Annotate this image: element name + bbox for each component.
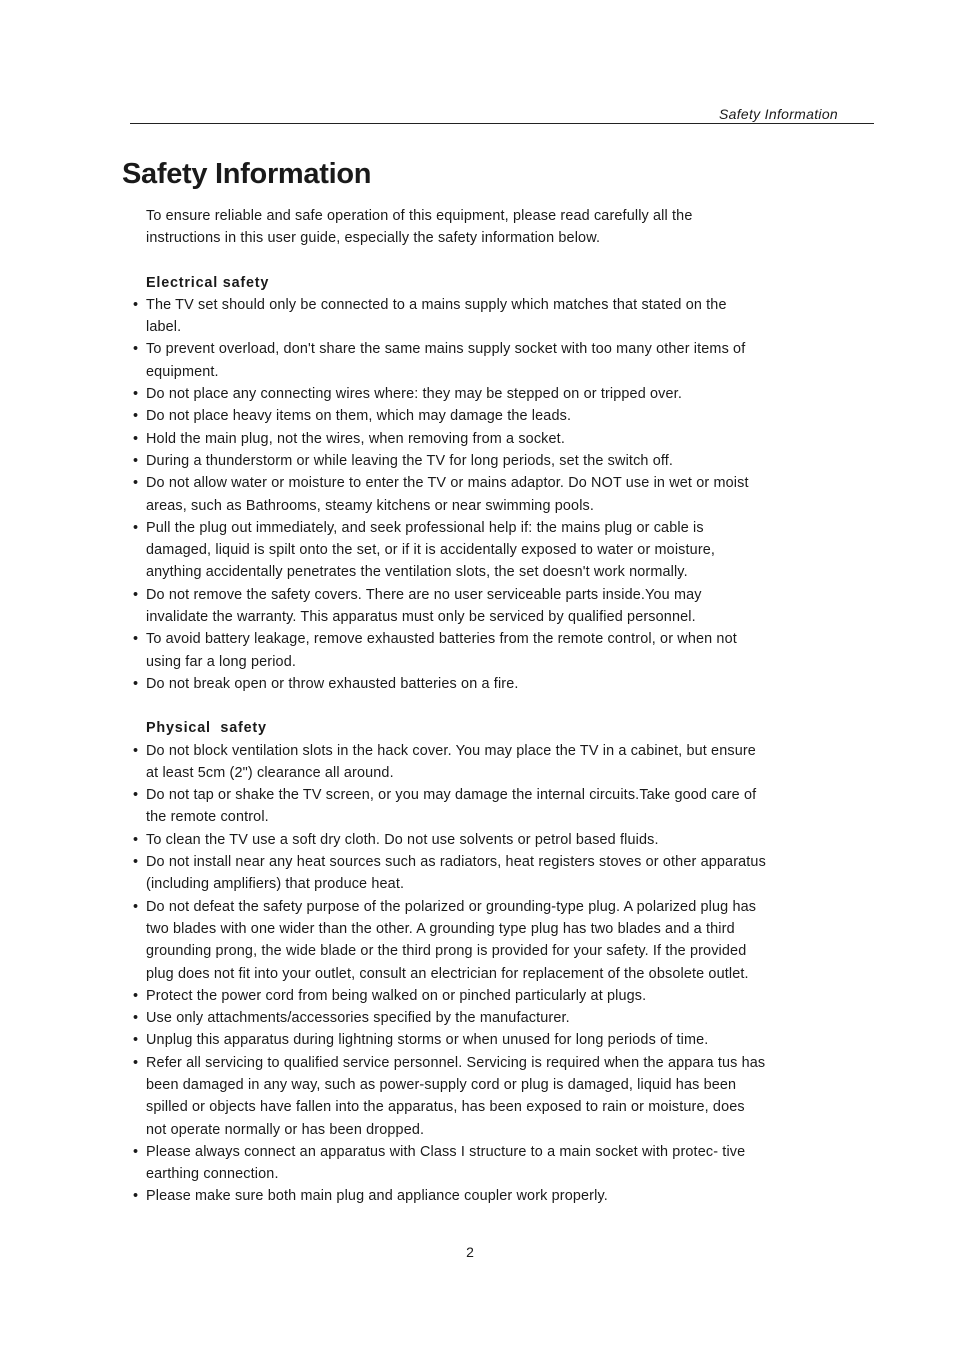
section-heading-electrical-safety: Electrical safety [146, 274, 270, 291]
running-header-title: Safety Information [718, 106, 838, 122]
list-item: • Do not break open or throw exhausted batteries on a fire. [146, 673, 766, 695]
intro-paragraph: To ensure reliable and safe operation of this equipment, please read carefully all the instructions in this user guide, especially the safety information below. [146, 208, 693, 247]
list-item: • Do not block ventilation slots in the hack cover. You may place the TV in a cabinet, but ensure at least 5cm (2") clearance all around. [146, 740, 766, 785]
list-item: • Please make sure both main plug and appliance coupler work properly. [146, 1185, 766, 1207]
page-title: Safety Information [122, 158, 372, 190]
list-item: • To prevent overload, don't share the same mains supply socket with too many other items of equipment. [146, 338, 766, 383]
list-item: • Unplug this apparatus during lightning storms or when unused for long periods of time. [146, 1029, 766, 1051]
list-item: • Do not tap or shake the TV screen, or you may damage the internal circuits.Take good care of the remote control. [146, 784, 766, 829]
running-header [130, 106, 874, 124]
page-content [146, 205, 766, 1208]
list-item: • Hold the main plug, not the wires, when removing from a socket. [146, 428, 766, 450]
physical-safety-list [146, 740, 766, 1208]
list-item: • Do not remove the safety covers. There are no user serviceable parts inside.You may invalidate the warranty. This apparatus must only be serviced by qualified personnel. [146, 584, 766, 629]
list-item: • The TV set should only be connected to a mains supply which matches that stated on the label. [146, 294, 766, 339]
list-item: • To clean the TV use a soft dry cloth. Do not use solvents or petrol based fluids. [146, 829, 766, 851]
list-item: • To avoid battery leakage, remove exhausted batteries from the remote control, or when not using far a long period. [146, 628, 766, 673]
list-item: • Use only attachments/accessories specified by the manufacturer. [146, 1007, 766, 1029]
list-item: • Do not defeat the safety purpose of the polarized or grounding-type plug. A polarized plug has two blades with one wider than the other. A grounding type plug has two blades and a third grounding prong, the wide blade or the third prong is provided for your safety. If the provided plug does not fit into your outlet, consult an electrician for replacement of the obsolete outlet. [146, 896, 766, 985]
list-item: • Please always connect an apparatus with Class I structure to a main socket with protec- tive earthing connection. [146, 1141, 766, 1186]
list-item: • Do not place any connecting wires where: they may be stepped on or tripped over. [146, 383, 766, 405]
list-item: • Do not install near any heat sources such as radiators, heat registers stoves or other apparatus (including amplifiers) that produce heat. [146, 851, 766, 896]
list-item: • Refer all servicing to qualified service personnel. Servicing is required when the appara tus has been damaged in any way, such as power-supply cord or plug is damaged, liquid has been spilled or objects have fallen into the apparatus, has been exposed to rain or moisture, does not operate normally or has been dropped. [146, 1052, 766, 1141]
electrical-safety-list [146, 294, 766, 695]
list-item: • Protect the power cord from being walked on or pinched particularly at plugs. [146, 985, 766, 1007]
list-item: • Do not place heavy items on them, which may damage the leads. [146, 405, 766, 427]
list-item: • Pull the plug out immediately, and seek professional help if: the mains plug or cable is damaged, liquid is spilt onto the set, or if it is accidentally exposed to water or moisture, anything accidentally penetrates the ventilation slots, the set doesn't work normally. [146, 517, 766, 584]
page-number: 2 [466, 1244, 474, 1260]
list-item: • Do not allow water or moisture to enter the TV or mains adaptor. Do NOT use in wet or moist areas, such as Bathrooms, steamy kitchens or near swimming pools. [146, 472, 766, 517]
section-heading-physical-safety: Physical safety [146, 720, 267, 737]
list-item: • During a thunderstorm or while leaving the TV for long periods, set the switch off. [146, 450, 766, 472]
